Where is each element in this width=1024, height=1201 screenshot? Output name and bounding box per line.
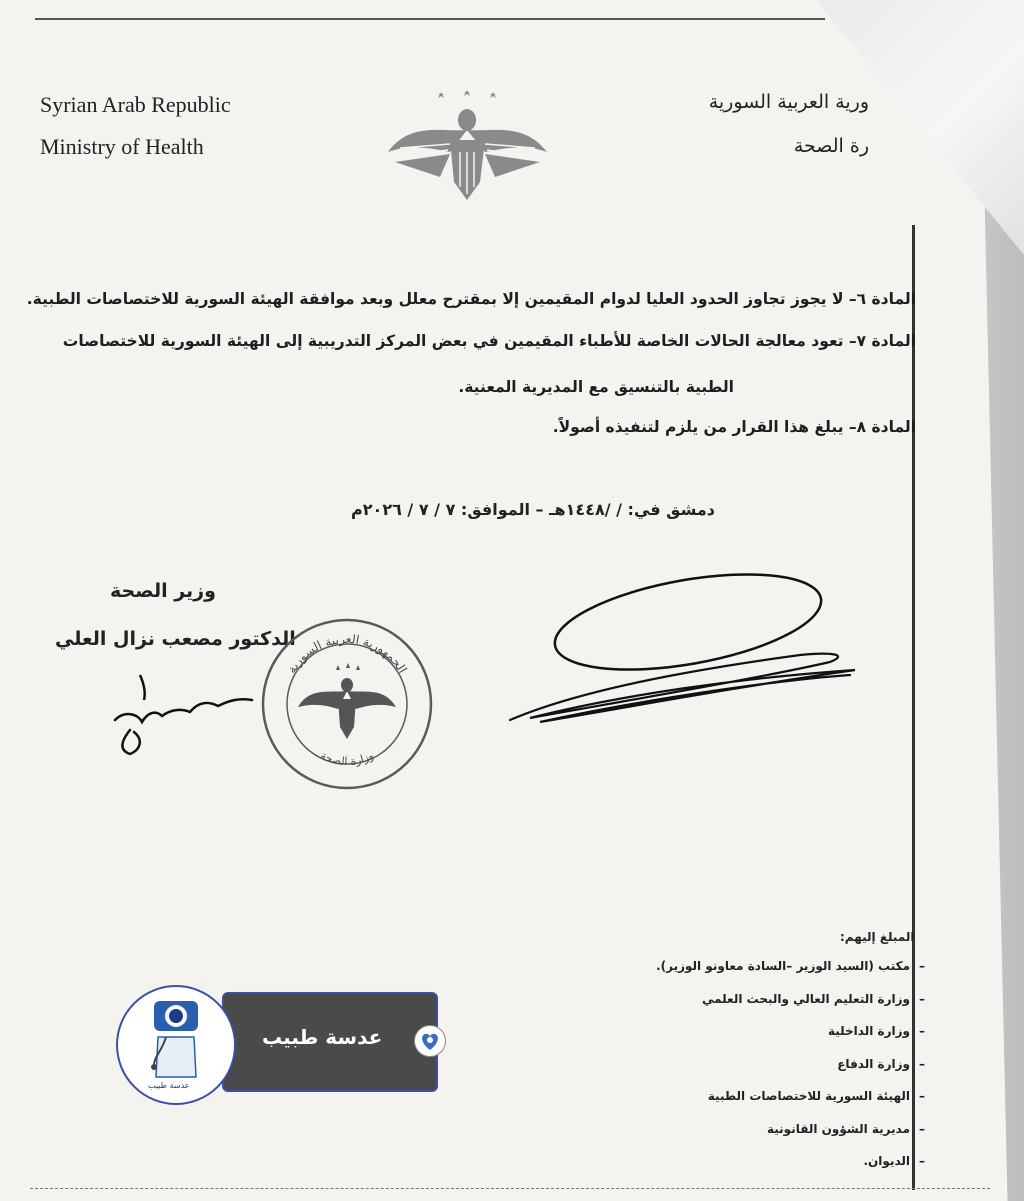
heart-lens-icon	[414, 1025, 446, 1057]
recipient-item: –وزارة التعليم العالي والبحث العلمي	[701, 991, 925, 1006]
article-6: المادة ٦– لا يجوز تجاوز الحدود العليا لدوام المقيمين إلا بمقترح معلل وبعد موافقة الهيئة السورية للاختصاصات الطبية.	[26, 290, 916, 308]
recipient-item: –مديرية الشؤون القانونية	[767, 1121, 925, 1136]
recipient-item: –وزارة الدفاع	[837, 1056, 925, 1071]
bottom-border-line	[30, 1188, 990, 1189]
seal-top-text: الجمهورية العربية السورية	[284, 631, 410, 676]
recipient-item: –مكتب (السيد الوزير –السادة معاونو الوزير).	[656, 959, 925, 973]
recipients-title: المبلغ إليهم:	[840, 930, 915, 944]
seal-bottom-text: وزارة الصحة	[318, 748, 376, 769]
seal-eagle-icon	[298, 663, 396, 739]
svg-text:الجمهورية العربية السورية	[284, 632, 409, 676]
date-line: دمشق في: / /١٤٤٨هـ – الموافق: ٧ / ٧ / ٢٠٢٦م	[351, 500, 715, 519]
top-border-line	[35, 18, 825, 20]
ministry-name-ar: رة الصحة	[793, 135, 869, 157]
signatory-name: الدكتور مصعب نزال العلي	[55, 628, 296, 650]
article-8: المادة ٨– يبلغ هذا القرار من يلزم لتنفيذه أصولاً.	[552, 418, 916, 436]
watermark-small-text: عدسة طبيب	[148, 1081, 190, 1090]
arabic-letterhead	[709, 80, 869, 168]
ministry-name-en: Ministry of Health	[40, 134, 204, 159]
country-name-en: Syrian Arab Republic	[40, 92, 231, 117]
article-7-line-2: الطبية بالتنسيق مع المديرية المعنية.	[458, 378, 734, 396]
eagle-emblem-icon	[380, 82, 555, 207]
country-name-ar: ورية العربية السورية	[708, 91, 869, 113]
watermark-brand-text: عدسة طبيب	[262, 1025, 383, 1049]
recipient-item: –الهيئة السورية للاختصاصات الطبية	[707, 1089, 925, 1103]
signatory-title: وزير الصحة	[110, 580, 216, 602]
minister-signature	[500, 570, 870, 730]
recipient-item: –الديوان.	[863, 1154, 925, 1168]
english-letterhead	[40, 84, 231, 168]
handwritten-initials	[100, 670, 300, 760]
svg-text:وزارة الصحة	[318, 749, 376, 768]
article-7-line-1: المادة ٧– تعود معالجة الحالات الخاصة للأطباء المقيمين في بعض المركز التدريبية إلى الهيئة السورية للاختصاصات	[62, 332, 916, 350]
recipient-item: –وزارة الداخلية	[827, 1024, 925, 1038]
recipients-list	[656, 950, 934, 1178]
watermark-badge	[112, 985, 452, 1103]
